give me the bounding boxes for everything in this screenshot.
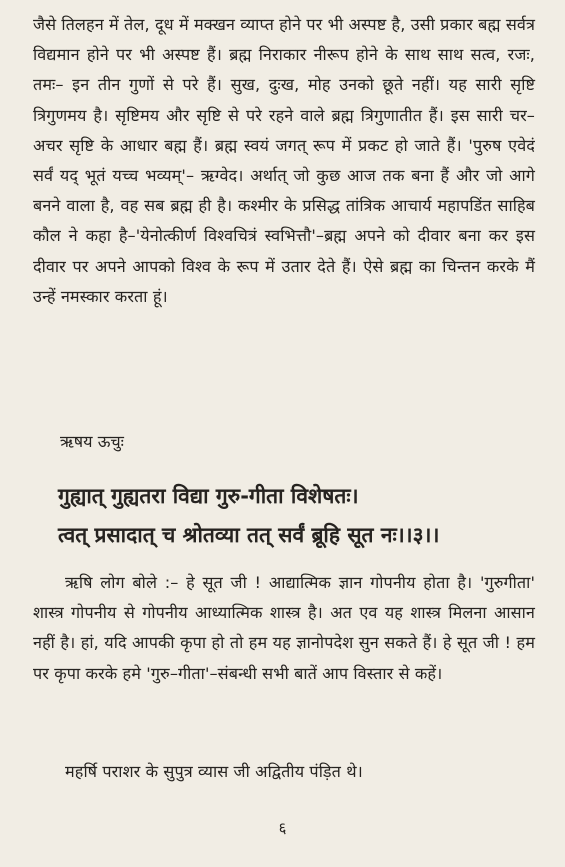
- verse-line-1: गुह्यात् गुह्यतरा विद्या गुरु-गीता विशेषतः।: [58, 484, 359, 508]
- translation-paragraph: ऋषि लोग बोले :– हे सूत जी ! आद्यात्मिक ज्ञान गोपनीय होता है। 'गुरुगीता' शास्त्र गोपनीय से गोपनीय आध्यात्मिक शास्त्र है। अत एव यह शास्त्र मिलना आसान नहीं है। हां, यदि आपकी कृपा हो तो हम यह ज्ञानोपदेश सुन सकते हैं। हे सूत जी ! हम पर कृपा करके हमे 'गुरु–गीता'–संबन्धी सभी बातें आप विस्तार से कहें।: [33, 573, 535, 683]
- page-number: ६: [278, 819, 287, 837]
- closing-paragraph: महर्षि पराशर के सुपुत्र व्यास जी अद्वितीय पंड़ित थे।: [65, 762, 363, 781]
- intro-paragraph: जैसे तिलहन में तेल, दूध में मक्खन व्याप्त होने पर भी अस्पष्ट है, उसी प्रकार बह्म सर्वत्र विद्यमान होने पर भी अस्पष्ट हैं। ब्रह्म निराकार नीरूप होने के साथ साथ सत्व, रजः, तमः– इन तीन गुणों से परे हैं। सुख, दुःख, मोह उनको छूते नहीं। यह सारी सृष्टि त्रिगुणमय है। सृष्टिमय और सृष्टि से परे रहने वाले ब्रह्म त्रिगुणातीत हैं। इस सारी चर–अचर सृष्टि के आधार बह्म हैं। ब्रह्म स्वयं जगत् रूप में प्रकट हो जाते हैं। 'पुरुष एवेदं सर्वं यद् भूतं यच्च भव्यम्'– ऋग्वेद। अर्थात् जो कुछ आज तक बना हैं और जो आगे बनने वाला है, वह सब ब्रह्म ही है। कश्मीर के प्रसिद्ध तांत्रिक आचार्य महापडिंत साहिब कौल ने कहा है–'येनोत्कीर्ण विश्वचित्रं स्वभित्तौ'–ब्रह्म अपने को दीवार बना कर इस दीवार पर अपने आपको विश्व के रूप में उतार देते हैं। ऐसे ब्रह्म का चिन्तन करके मैं उन्हें नमस्कार करता हूं।: [33, 15, 535, 306]
- verse-line-2: त्वत् प्रसादात् च श्रोतव्या तत् सर्वं ब्रूहि सूत नः।।३।।: [58, 523, 440, 547]
- speaker-label: ऋषय ऊचुः: [60, 432, 124, 451]
